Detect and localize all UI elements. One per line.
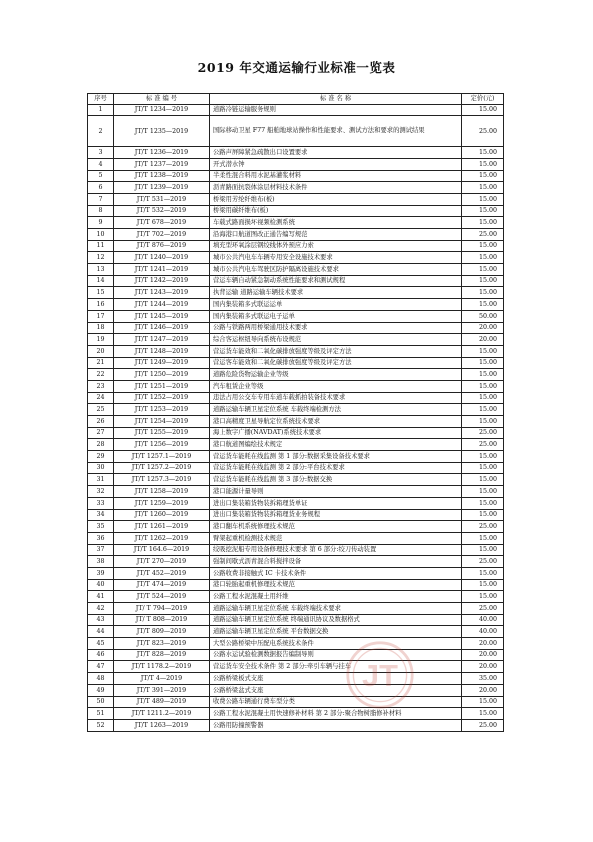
cell-price: 15.00 — [462, 497, 504, 509]
cell-code: JT/T 1248—2019 — [114, 345, 210, 357]
cell-price: 25.00 — [462, 116, 504, 147]
table-row — [88, 264, 504, 276]
cell-no: 9 — [88, 217, 114, 229]
cell-price: 15.00 — [462, 357, 504, 369]
cell-name: 沥青路面抗裂体涂层材料技术条件 — [210, 182, 462, 194]
cell-name: 城市公共汽电车驾驶区防护隔离设施技术要求 — [210, 264, 462, 276]
table-row — [88, 579, 504, 591]
table-row — [88, 147, 504, 159]
cell-name: 臂架起重机检测技术规范 — [210, 532, 462, 544]
cell-code: JT/T 1258—2019 — [114, 486, 210, 498]
cell-name: 车载式路面损坏视频检测系统 — [210, 217, 462, 229]
cell-code: JT/T 1211.2—2019 — [114, 708, 210, 720]
table-row — [88, 696, 504, 708]
page-title: 2019 年交通运输行业标准一览表 — [197, 60, 396, 75]
cell-code: JT/T 452—2019 — [114, 567, 210, 579]
cell-price: 20.00 — [462, 322, 504, 334]
cell-code: JT/T 1241—2019 — [114, 264, 210, 276]
cell-price: 25.00 — [462, 556, 504, 568]
cell-code: JT/T 1257.3—2019 — [114, 474, 210, 486]
table-row — [88, 104, 504, 116]
cell-no: 17 — [88, 310, 114, 322]
cell-no: 33 — [88, 497, 114, 509]
cell-name: 海上数字广播(NAVDAT)系统技术要求 — [210, 427, 462, 439]
cell-no: 16 — [88, 299, 114, 311]
cell-name: 桥梁用碳纤维布(板) — [210, 205, 462, 217]
cell-name: 营运货车能效和二氧化碳排放强度等级及评定方法 — [210, 345, 462, 357]
cell-price: 15.00 — [462, 193, 504, 205]
table-row — [88, 544, 504, 556]
cell-price: 20.00 — [462, 334, 504, 346]
cell-price: 25.00 — [462, 229, 504, 241]
table-row — [88, 170, 504, 182]
cell-code: JT/T 270—2019 — [114, 556, 210, 568]
cell-name: 道路运输车辆卫星定位系统 车载终端技术要求 — [210, 603, 462, 615]
table-row — [88, 345, 504, 357]
cell-name: 综合客运枢纽导向系统布设规范 — [210, 334, 462, 346]
table-row — [88, 158, 504, 170]
table-row — [88, 556, 504, 568]
cell-name: 港口高精度卫星导航定位系统技术要求 — [210, 416, 462, 428]
cell-price: 20.00 — [462, 649, 504, 661]
cell-no: 8 — [88, 205, 114, 217]
cell-price: 15.00 — [462, 579, 504, 591]
cell-no: 36 — [88, 532, 114, 544]
cell-price: 15.00 — [462, 509, 504, 521]
cell-name: 城市公共汽电车车辆专用安全设施技术要求 — [210, 252, 462, 264]
table-row — [88, 240, 504, 252]
cell-name: 开式潜水钟 — [210, 158, 462, 170]
cell-code: JT/T 1246—2019 — [114, 322, 210, 334]
table-row — [88, 217, 504, 229]
cell-code: JT/T 1237—2019 — [114, 158, 210, 170]
cell-name: 公路工程水泥混凝土用快速修补材料 第 2 部分:聚合物树脂修补材料 — [210, 708, 462, 720]
table-row — [88, 684, 504, 696]
table-row — [88, 649, 504, 661]
cell-code: JT/T 1239—2019 — [114, 182, 210, 194]
cell-no: 39 — [88, 567, 114, 579]
cell-name: 进出口集装箱货物装拆箱理货单证 — [210, 497, 462, 509]
cell-price: 15.00 — [462, 544, 504, 556]
cell-name: 道路运输车辆卫星定位系统 平台数据交换 — [210, 626, 462, 638]
table-row — [88, 287, 504, 299]
cell-price: 15.00 — [462, 170, 504, 182]
cell-no: 30 — [88, 462, 114, 474]
cell-price: 15.00 — [462, 462, 504, 474]
cell-price: 50.00 — [462, 310, 504, 322]
cell-name: 国内集装箱多式联运运单 — [210, 299, 462, 311]
cell-price: 40.00 — [462, 614, 504, 626]
cell-no: 48 — [88, 673, 114, 685]
cell-name: 公路与铁路两用桥梁通用技术要求 — [210, 322, 462, 334]
cell-no: 28 — [88, 439, 114, 451]
cell-name: 沿海港口航道图改正通告编写规范 — [210, 229, 462, 241]
cell-name: 收费公路车辆通行费车型分类 — [210, 696, 462, 708]
cell-no: 2 — [88, 116, 114, 147]
cell-name: 公路水运试验检测数据报告编制导则 — [210, 649, 462, 661]
cell-no: 43 — [88, 614, 114, 626]
cell-name: 营运货车能耗在线监测 第 2 部分:平台技术要求 — [210, 462, 462, 474]
cell-code: JT/T 1251—2019 — [114, 380, 210, 392]
cell-code: JT/T 1261—2019 — [114, 521, 210, 533]
cell-code: JT/T 876—2019 — [114, 240, 210, 252]
table-row — [88, 322, 504, 334]
cell-price: 20.00 — [462, 638, 504, 650]
cell-price: 15.00 — [462, 591, 504, 603]
cell-code: JT/T 1178.2—2019 — [114, 661, 210, 673]
cell-code: JT/T 1262—2019 — [114, 532, 210, 544]
cell-code: JT/T 1250—2019 — [114, 369, 210, 381]
table-row — [88, 116, 504, 147]
cell-price: 15.00 — [462, 264, 504, 276]
table-row — [88, 451, 504, 463]
cell-code: JT/T 1260—2019 — [114, 509, 210, 521]
cell-price: 15.00 — [462, 404, 504, 416]
cell-code: JT/T 1256—2019 — [114, 439, 210, 451]
cell-price: 15.00 — [462, 369, 504, 381]
cell-no: 10 — [88, 229, 114, 241]
table-row — [88, 334, 504, 346]
cell-name: 营运货车能耗在线监测 第 1 部分:数据采集设备技术要求 — [210, 451, 462, 463]
table-body — [88, 104, 504, 731]
cell-no: 24 — [88, 392, 114, 404]
cell-code: JT/T 1252—2019 — [114, 392, 210, 404]
cell-no: 23 — [88, 380, 114, 392]
cell-code: JT/T 1238—2019 — [114, 170, 210, 182]
cell-price: 25.00 — [462, 521, 504, 533]
cell-no: 45 — [88, 638, 114, 650]
cell-name: 执背运输 道路运输车辆技术要求 — [210, 287, 462, 299]
cell-name: 营运车辆自动紧急制动系统性能要求和测试规程 — [210, 275, 462, 287]
cell-code: JT/T 1255—2019 — [114, 427, 210, 439]
cell-no: 27 — [88, 427, 114, 439]
table-row — [88, 205, 504, 217]
table-row — [88, 380, 504, 392]
table-row — [88, 427, 504, 439]
cell-price: 15.00 — [462, 392, 504, 404]
table-row — [88, 275, 504, 287]
header-price: 定价(元) — [462, 94, 504, 105]
cell-price: 35.00 — [462, 673, 504, 685]
cell-no: 14 — [88, 275, 114, 287]
table-row — [88, 439, 504, 451]
cell-code: JT/T 1257.2—2019 — [114, 462, 210, 474]
cell-code: JT/T 524—2019 — [114, 591, 210, 603]
cell-no: 34 — [88, 509, 114, 521]
cell-price: 15.00 — [462, 287, 504, 299]
cell-name: 港口轮胎起重机修理技术规范 — [210, 579, 462, 591]
cell-no: 1 — [88, 104, 114, 116]
cell-price: 15.00 — [462, 567, 504, 579]
cell-code: JT/T 678—2019 — [114, 217, 210, 229]
cell-no: 40 — [88, 579, 114, 591]
cell-name: 公路桥梁盆式支座 — [210, 684, 462, 696]
table-row — [88, 357, 504, 369]
cell-code: JT/T 1253—2019 — [114, 404, 210, 416]
cell-name: 公路声屏障紧急疏散出口设置要求 — [210, 147, 462, 159]
table-row — [88, 603, 504, 615]
cell-price: 15.00 — [462, 205, 504, 217]
cell-name: 违法占用公交车专用车道车载抓拍装备技术要求 — [210, 392, 462, 404]
cell-code: JT/ T 794—2019 — [114, 603, 210, 615]
cell-price: 15.00 — [462, 416, 504, 428]
cell-code: JT/T 1247—2019 — [114, 334, 210, 346]
cell-code: JT/T 1240—2019 — [114, 252, 210, 264]
cell-price: 15.00 — [462, 345, 504, 357]
cell-name: 桥梁用芳纶纤维布(板) — [210, 193, 462, 205]
cell-name: 半柔性混合料用水泥基灌浆材料 — [210, 170, 462, 182]
cell-price: 25.00 — [462, 427, 504, 439]
cell-name: 公路桥梁板式支座 — [210, 673, 462, 685]
table-row — [88, 521, 504, 533]
cell-no: 22 — [88, 369, 114, 381]
cell-no: 29 — [88, 451, 114, 463]
cell-price: 15.00 — [462, 299, 504, 311]
table-row — [88, 416, 504, 428]
cell-no: 52 — [88, 719, 114, 731]
cell-no: 31 — [88, 474, 114, 486]
standards-table — [87, 93, 504, 732]
cell-code: JT/T 823—2019 — [114, 638, 210, 650]
cell-name: 营运客车能效和二氧化碳排放强度等级及评定方法 — [210, 357, 462, 369]
table-row — [88, 497, 504, 509]
cell-name: 道路运输车辆卫星定位系统 终端通讯协议及数据格式 — [210, 614, 462, 626]
table-row — [88, 661, 504, 673]
cell-no: 18 — [88, 322, 114, 334]
cell-code: JT/T 809—2019 — [114, 626, 210, 638]
cell-code: JT/T 1257.1—2019 — [114, 451, 210, 463]
table-row — [88, 486, 504, 498]
cell-no: 19 — [88, 334, 114, 346]
cell-no: 3 — [88, 147, 114, 159]
cell-no: 44 — [88, 626, 114, 638]
cell-name: 道路危险货物运输企业等级 — [210, 369, 462, 381]
cell-no: 21 — [88, 357, 114, 369]
cell-no: 6 — [88, 182, 114, 194]
cell-code: JT/T 4—2019 — [114, 673, 210, 685]
cell-code: JT/ T 808—2019 — [114, 614, 210, 626]
cell-name: 港口翻车机系统修理技术规范 — [210, 521, 462, 533]
cell-price: 20.00 — [462, 684, 504, 696]
cell-no: 12 — [88, 252, 114, 264]
table-row — [88, 591, 504, 603]
cell-name: 道路冷链运输服务规则 — [210, 104, 462, 116]
cell-code: JT/T 1235—2019 — [114, 116, 210, 147]
table-header-row — [88, 94, 504, 105]
header-no: 序号 — [88, 94, 114, 105]
cell-no: 26 — [88, 416, 114, 428]
cell-code: JT/T 1243—2019 — [114, 287, 210, 299]
cell-no: 42 — [88, 603, 114, 615]
cell-no: 20 — [88, 345, 114, 357]
cell-no: 11 — [88, 240, 114, 252]
cell-no: 5 — [88, 170, 114, 182]
cell-name: 道路运输车辆卫星定位系统 车载终端检测方法 — [210, 404, 462, 416]
table-row — [88, 369, 504, 381]
cell-name: 填充型环氧涂层钢绞线体外预应力索 — [210, 240, 462, 252]
cell-no: 25 — [88, 404, 114, 416]
cell-name: 公路工程水泥混凝土用纤维 — [210, 591, 462, 603]
cell-code: JT/T 1234—2019 — [114, 104, 210, 116]
table-row — [88, 229, 504, 241]
cell-price: 15.00 — [462, 252, 504, 264]
cell-price: 15.00 — [462, 380, 504, 392]
cell-price: 15.00 — [462, 182, 504, 194]
cell-code: JT/T 702—2019 — [114, 229, 210, 241]
cell-no: 15 — [88, 287, 114, 299]
cell-no: 35 — [88, 521, 114, 533]
cell-name: 港口航道图编绘技术规定 — [210, 439, 462, 451]
cell-name: 公路收费非接触式 IC 卡技术条件 — [210, 567, 462, 579]
cell-code: JT/T 531—2019 — [114, 193, 210, 205]
cell-no: 41 — [88, 591, 114, 603]
cell-no: 38 — [88, 556, 114, 568]
table-row — [88, 299, 504, 311]
cell-price: 25.00 — [462, 719, 504, 731]
cell-code: JT/T 828—2019 — [114, 649, 210, 661]
table-row — [88, 310, 504, 322]
table-row — [88, 567, 504, 579]
table-row — [88, 719, 504, 731]
cell-code: JT/T 1263—2019 — [114, 719, 210, 731]
table-row — [88, 614, 504, 626]
cell-price: 15.00 — [462, 451, 504, 463]
cell-no: 47 — [88, 661, 114, 673]
table-row — [88, 193, 504, 205]
table-row — [88, 673, 504, 685]
table-row — [88, 626, 504, 638]
cell-price: 15.00 — [462, 217, 504, 229]
cell-no: 51 — [88, 708, 114, 720]
cell-code: JT/T 1244—2019 — [114, 299, 210, 311]
cell-price: 15.00 — [462, 240, 504, 252]
cell-no: 13 — [88, 264, 114, 276]
header-name: 标 准 名 称 — [210, 94, 462, 105]
cell-name: 国际移动卫星 F77 船舶地球站操作和性能要求、测试方法和要求的测试结果 — [210, 116, 462, 147]
cell-price: 15.00 — [462, 532, 504, 544]
table-row — [88, 708, 504, 720]
cell-code: JT/T 1254—2019 — [114, 416, 210, 428]
cell-code: JT/T 1242—2019 — [114, 275, 210, 287]
cell-price: 15.00 — [462, 275, 504, 287]
cell-name: 绞吸挖泥船专用设备修理技术要求 第 6 部分:绞刀传动装置 — [210, 544, 462, 556]
table-row — [88, 638, 504, 650]
cell-no: 32 — [88, 486, 114, 498]
cell-name: 进出口集装箱货物装拆箱理货业务规程 — [210, 509, 462, 521]
table-row — [88, 404, 504, 416]
cell-price: 15.00 — [462, 486, 504, 498]
cell-no: 49 — [88, 684, 114, 696]
cell-code: JT/T 1236—2019 — [114, 147, 210, 159]
cell-price: 40.00 — [462, 626, 504, 638]
cell-code: JT/T 1259—2019 — [114, 497, 210, 509]
cell-code: JT/T 489—2019 — [114, 696, 210, 708]
cell-price: 20.00 — [462, 661, 504, 673]
cell-price: 15.00 — [462, 474, 504, 486]
cell-price: 15.00 — [462, 708, 504, 720]
cell-price: 15.00 — [462, 158, 504, 170]
cell-name: 强制间歇式沥青混合料搅拌设备 — [210, 556, 462, 568]
cell-code: JT/T 1249—2019 — [114, 357, 210, 369]
table-row — [88, 532, 504, 544]
cell-name: 港口能源计量导则 — [210, 486, 462, 498]
cell-name: 营运货车能耗在线监测 第 3 部分:数据交换 — [210, 474, 462, 486]
table-row — [88, 509, 504, 521]
table-row — [88, 392, 504, 404]
cell-no: 50 — [88, 696, 114, 708]
cell-no: 4 — [88, 158, 114, 170]
cell-name: 营运货车安全技术条件 第 2 部分:牵引车辆与挂车 — [210, 661, 462, 673]
cell-code: JT/T 1245—2019 — [114, 310, 210, 322]
cell-code: JT/T 532—2019 — [114, 205, 210, 217]
cell-price: 15.00 — [462, 147, 504, 159]
cell-name: 国内集装箱多式联运电子运单 — [210, 310, 462, 322]
cell-no: 46 — [88, 649, 114, 661]
cell-price: 25.00 — [462, 439, 504, 451]
table-row — [88, 462, 504, 474]
cell-name: 大型公路桥梁中压配电系统技术条件 — [210, 638, 462, 650]
cell-price: 15.00 — [462, 104, 504, 116]
table-row — [88, 252, 504, 264]
header-code: 标 准 编 号 — [114, 94, 210, 105]
cell-name: 汽车租赁企业等级 — [210, 380, 462, 392]
table-row — [88, 182, 504, 194]
cell-name: 公路用防撞预警器 — [210, 719, 462, 731]
cell-no: 7 — [88, 193, 114, 205]
cell-code: JT/T 474—2019 — [114, 579, 210, 591]
cell-code: JT/T 391—2019 — [114, 684, 210, 696]
cell-code: JT/T 164.6—2019 — [114, 544, 210, 556]
cell-price: 15.00 — [462, 696, 504, 708]
seal-text: JT — [362, 658, 398, 694]
table-row — [88, 474, 504, 486]
cell-no: 37 — [88, 544, 114, 556]
cell-price: 25.00 — [462, 603, 504, 615]
